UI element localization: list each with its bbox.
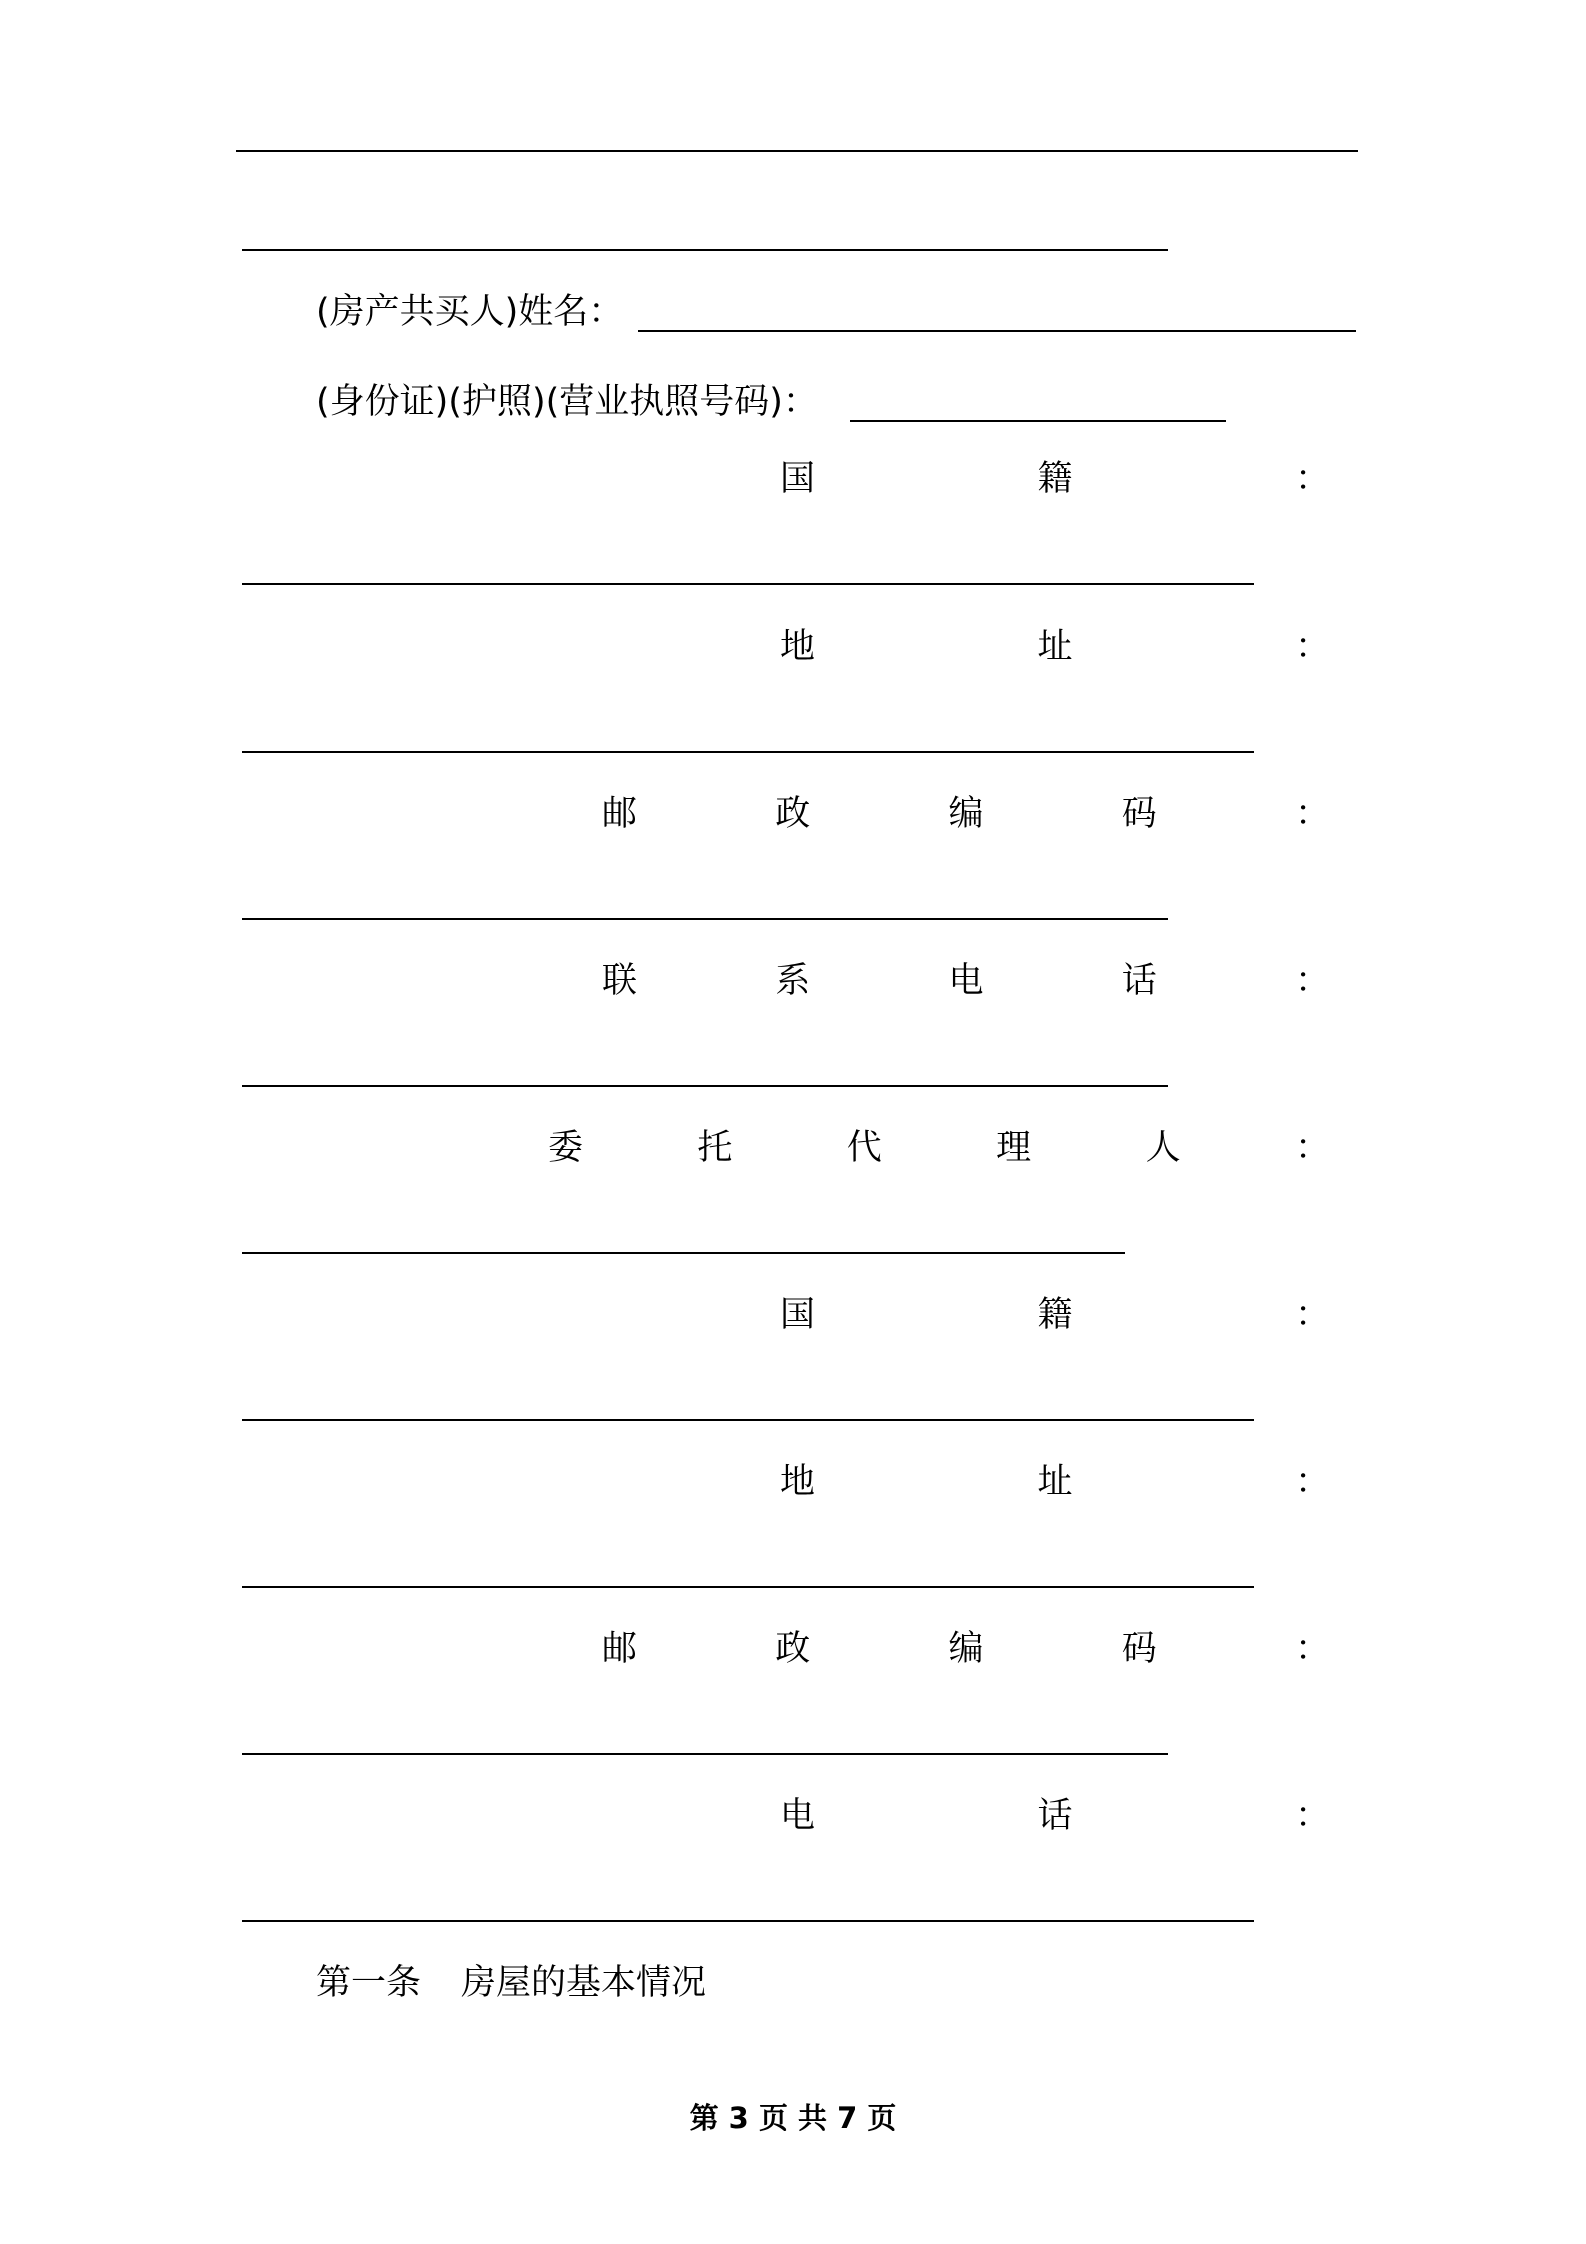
label-char: 地 [780, 1462, 816, 1502]
nationality-field[interactable] [242, 583, 1254, 585]
label-char: 代 [846, 1128, 882, 1168]
label-char: 国 [780, 459, 816, 499]
label-char: 籍 [1037, 459, 1073, 499]
label-char: 理 [996, 1128, 1032, 1168]
page-footer: 第 3 页 共 7 页 [689, 2101, 897, 2135]
label-char: 址 [1037, 627, 1073, 667]
address-field[interactable] [242, 751, 1254, 753]
agent-phone-label [780, 1796, 1330, 1836]
label-colon: ： [1294, 1629, 1330, 1669]
label-char: 邮 [602, 1629, 638, 1669]
agent-nationality-field[interactable] [242, 1419, 1254, 1421]
agent-field[interactable] [242, 1252, 1125, 1254]
agent-phone-field[interactable] [242, 1920, 1254, 1922]
label-char: 邮 [602, 794, 638, 834]
label-char: 话 [1037, 1796, 1073, 1836]
label-char: 系 [775, 961, 811, 1001]
label-colon: ： [1294, 1295, 1330, 1335]
agent-address-field[interactable] [242, 1586, 1254, 1588]
label-colon: ： [1294, 1128, 1330, 1168]
agent-postal-code-label [602, 1629, 1330, 1669]
label-char: 址 [1037, 1462, 1073, 1502]
label-char: 编 [948, 1629, 984, 1669]
label-char: 联 [602, 961, 638, 1001]
label-char: 政 [775, 794, 811, 834]
label-colon: ： [1294, 459, 1330, 499]
label-char: 国 [780, 1295, 816, 1335]
postal-code-field[interactable] [242, 918, 1168, 920]
phone-label [602, 961, 1330, 1001]
label-colon: ： [1294, 961, 1330, 1001]
label-char: 码 [1121, 1629, 1157, 1669]
label-char: 电 [948, 961, 984, 1001]
label-colon: ： [1294, 1462, 1330, 1502]
label-char: 电 [780, 1796, 816, 1836]
postal-code-label [602, 794, 1330, 834]
label-char: 话 [1121, 961, 1157, 1001]
buyer-id-label: (身份证)(护照)(营业执照号码)： [316, 382, 818, 422]
label-char: 码 [1121, 794, 1157, 834]
label-colon: ： [1294, 627, 1330, 667]
label-colon: ： [1294, 1796, 1330, 1836]
label-char: 地 [780, 627, 816, 667]
nationality-label [780, 459, 1330, 499]
agent-nationality-label [780, 1295, 1330, 1335]
address-label [780, 627, 1330, 667]
phone-field[interactable] [242, 1085, 1168, 1087]
article-number: 第一条 [316, 1963, 422, 2003]
buyer-id-field[interactable] [850, 420, 1226, 422]
header-rule [236, 150, 1358, 152]
label-colon: ： [1294, 794, 1330, 834]
buyer-name-field[interactable] [638, 330, 1356, 332]
label-char: 委 [548, 1128, 584, 1168]
label-char: 政 [775, 1629, 811, 1669]
buyer-name-label: (房产共买人)姓名： [316, 292, 624, 332]
agent-label [548, 1128, 1330, 1168]
label-char: 籍 [1037, 1295, 1073, 1335]
agent-postal-code-field[interactable] [242, 1753, 1168, 1755]
label-char: 人 [1145, 1128, 1181, 1168]
label-char: 托 [697, 1128, 733, 1168]
agent-address-label [780, 1462, 1330, 1502]
fill-blank-line[interactable] [242, 249, 1168, 251]
label-char: 编 [948, 794, 984, 834]
article-heading [316, 1963, 706, 2003]
article-title: 房屋的基本情况 [461, 1963, 707, 2003]
